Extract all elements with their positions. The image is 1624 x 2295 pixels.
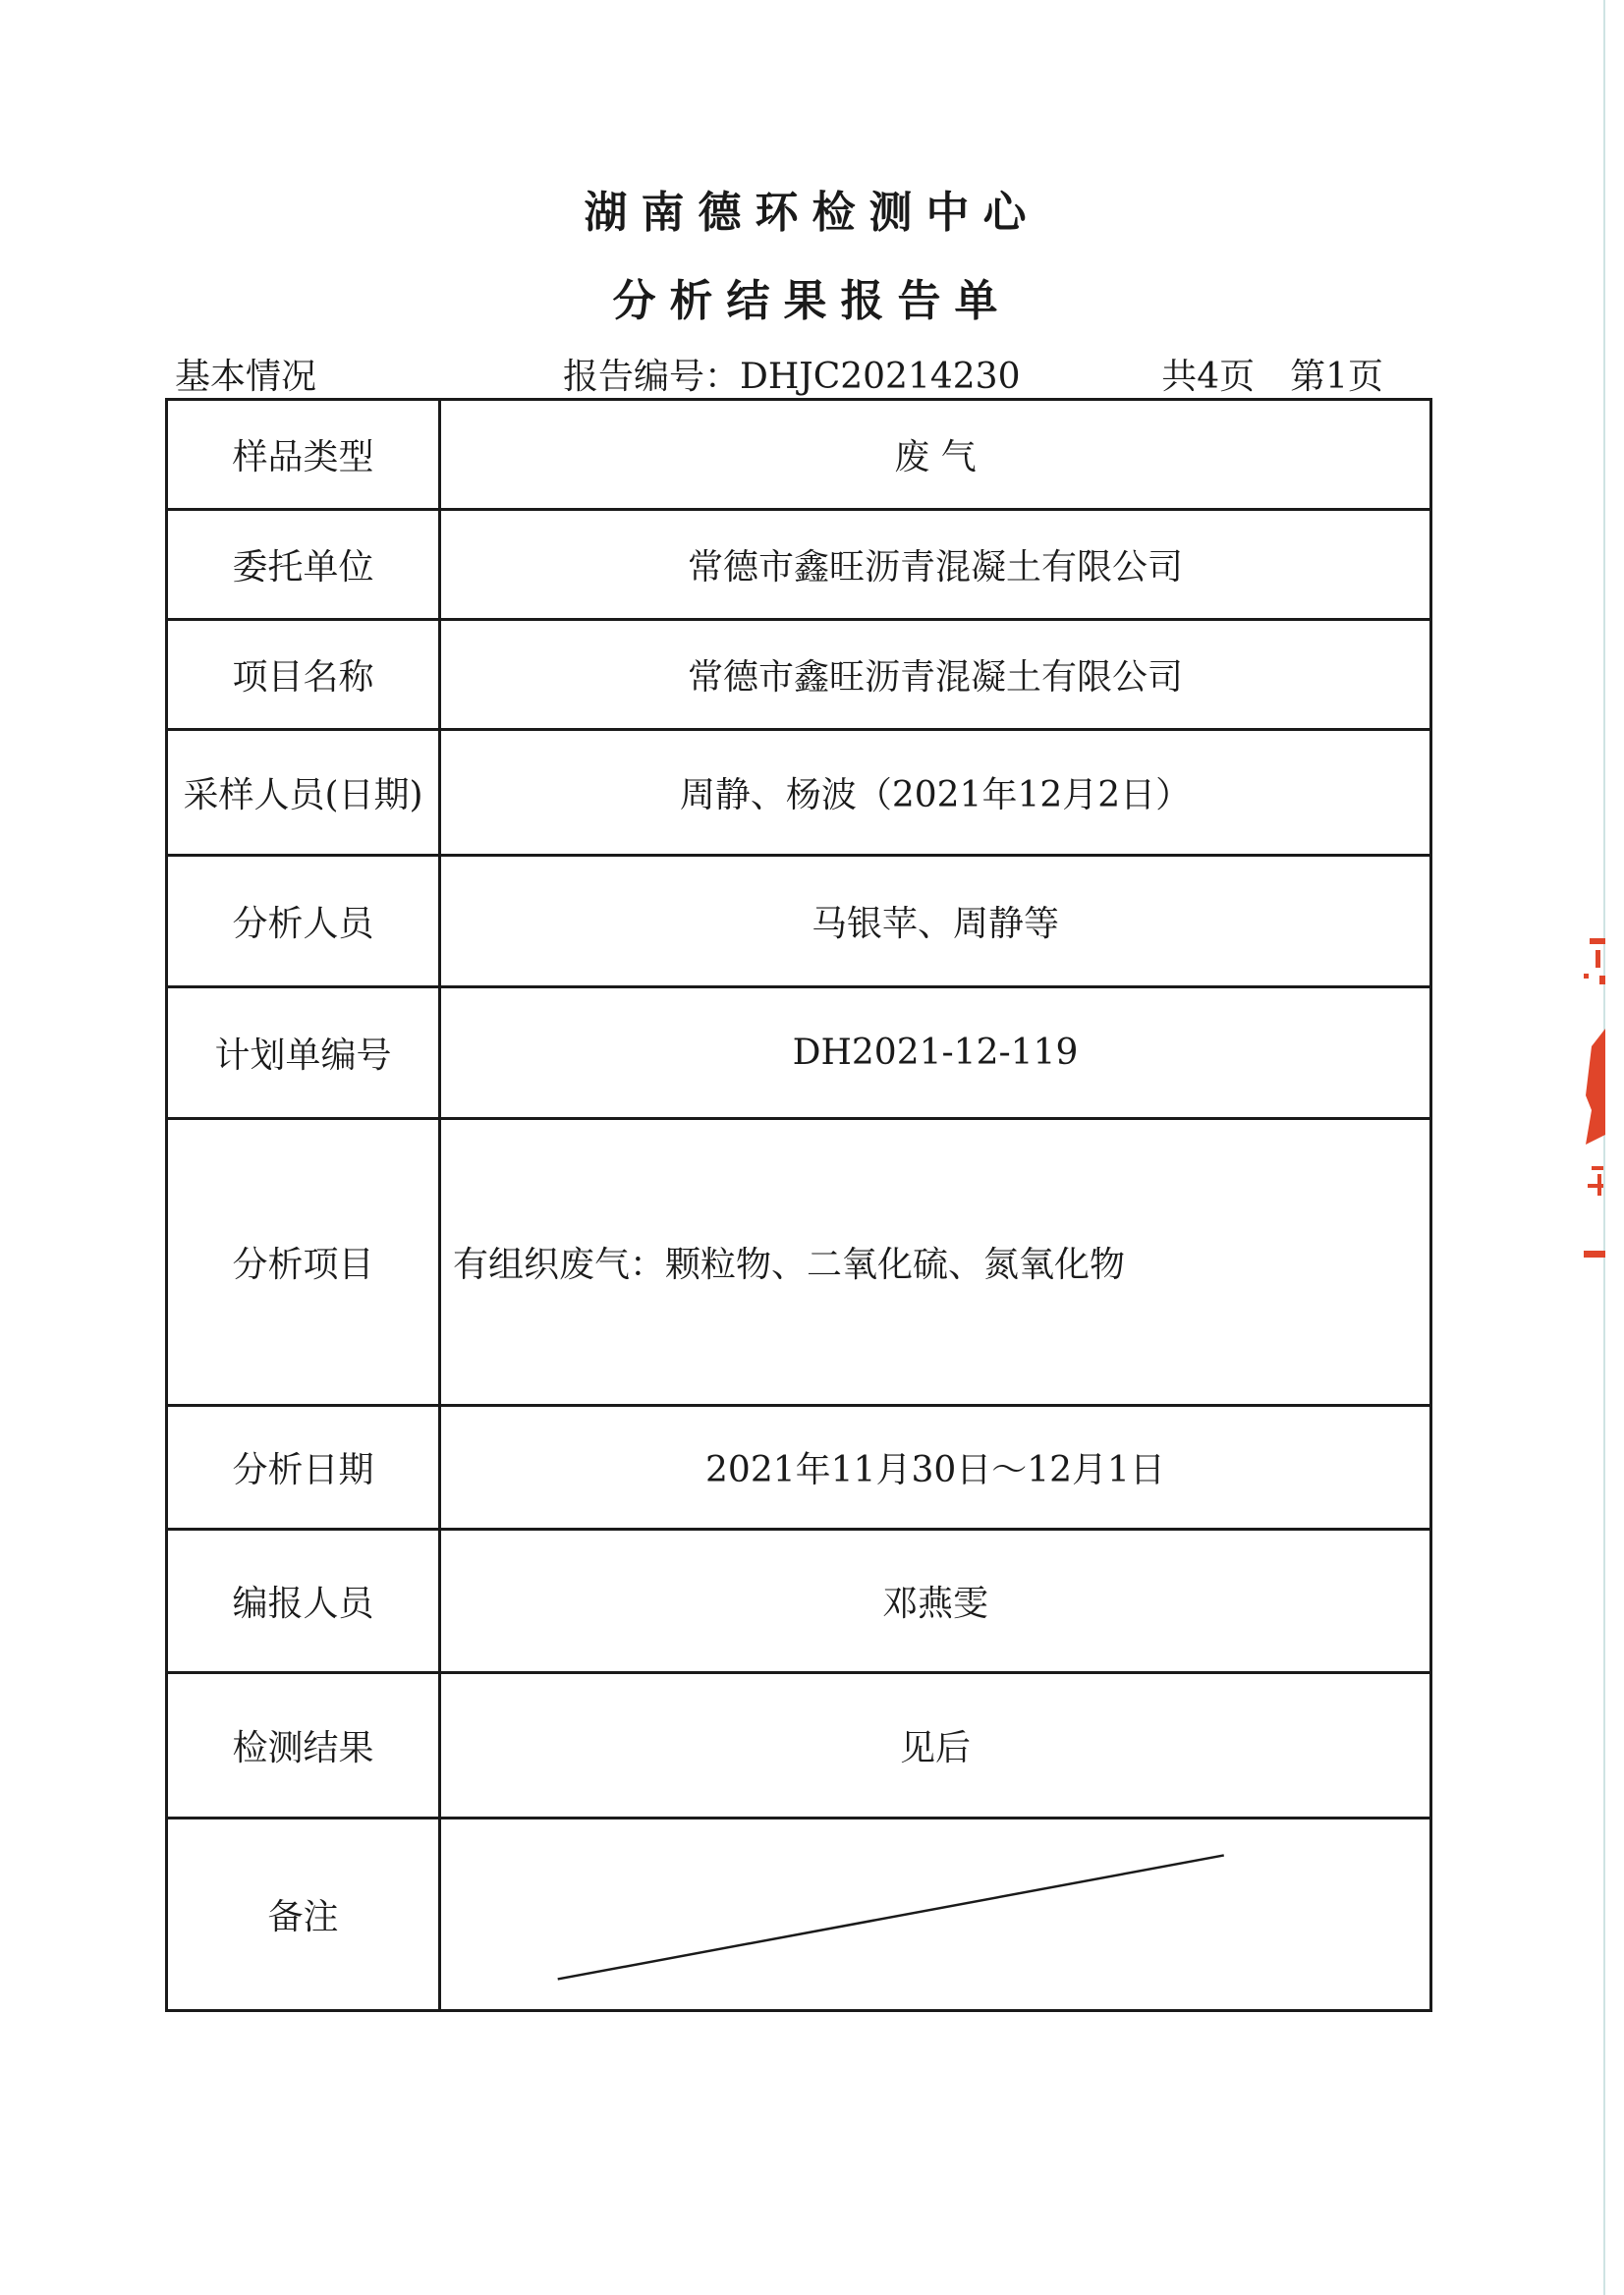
remarks-value <box>440 1819 1431 2011</box>
table-row <box>167 1406 1431 1530</box>
row-label: 采样人员(日期) <box>167 730 440 856</box>
section-label: 基本情况 <box>175 357 317 397</box>
table-row <box>167 1119 1431 1406</box>
row-label: 样品类型 <box>167 400 440 510</box>
row-value: 周静、杨波（2021年12月2日） <box>440 730 1431 856</box>
row-value: 常德市鑫旺沥青混凝土有限公司 <box>440 620 1431 730</box>
row-label: 检测结果 <box>167 1673 440 1819</box>
table-row <box>167 987 1431 1119</box>
organization-title: 湖南德环检测中心 <box>584 188 1040 238</box>
row-label: 委托单位 <box>167 510 440 620</box>
page-total: 共4页 <box>1161 357 1256 397</box>
seal-stamp-fragment <box>1570 938 1605 1262</box>
row-label: 分析项目 <box>167 1119 440 1406</box>
table-row <box>167 1673 1431 1819</box>
row-value: 见后 <box>440 1673 1431 1819</box>
row-value: 邓燕雯 <box>440 1530 1431 1673</box>
row-label: 分析日期 <box>167 1406 440 1530</box>
row-label: 编报人员 <box>167 1530 440 1673</box>
report-number <box>563 349 1020 399</box>
row-value: 2021年11月30日～12月1日 <box>440 1406 1431 1530</box>
row-label: 项目名称 <box>167 620 440 730</box>
row-label: 分析人员 <box>167 856 440 987</box>
report-meta <box>175 349 1383 398</box>
table-row <box>167 730 1431 856</box>
table-row <box>167 1530 1431 1673</box>
row-value: 有组织废气：颗粒物、二氧化硫、氮氧化物 <box>440 1119 1431 1406</box>
basic-info-table <box>165 398 1432 2012</box>
table-row <box>167 620 1431 730</box>
report-number-value: DHJC20214230 <box>740 357 1021 397</box>
page-current: 第1页 <box>1290 357 1383 397</box>
row-value: 废 气 <box>440 400 1431 510</box>
page-indicator <box>1161 349 1383 399</box>
table-row <box>167 856 1431 987</box>
report-number-label: 报告编号： <box>563 357 741 397</box>
row-value: 马银苹、周静等 <box>440 856 1431 987</box>
strikethrough-line <box>441 1819 1429 2009</box>
row-value: 常德市鑫旺沥青混凝土有限公司 <box>440 510 1431 620</box>
row-label: 计划单编号 <box>167 987 440 1119</box>
table-row <box>167 1819 1431 2011</box>
row-label: 备注 <box>167 1819 440 2011</box>
table-row <box>167 400 1431 510</box>
table-row <box>167 510 1431 620</box>
document-title: 分析结果报告单 <box>612 276 1012 326</box>
row-value: DH2021-12-119 <box>440 987 1431 1119</box>
